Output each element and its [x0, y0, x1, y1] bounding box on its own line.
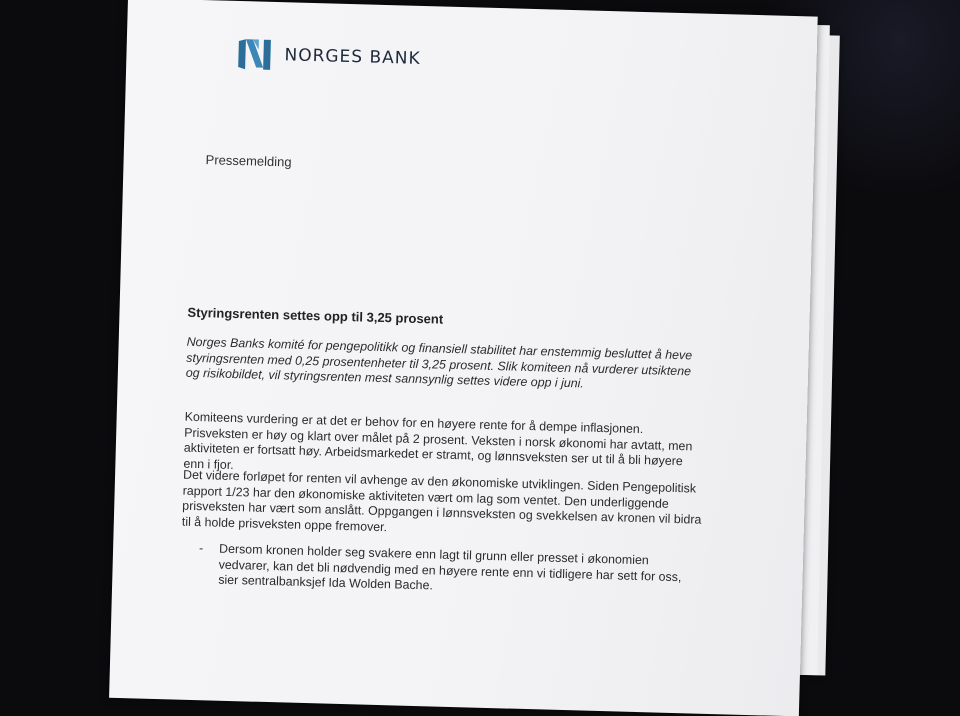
quote-list-item: [198, 541, 699, 601]
list-bullet: -: [198, 541, 204, 556]
page-content: [181, 0, 810, 716]
intro-paragraph: Norges Banks komité for pengepolitikk og finansiell stabilitet har enstemmig besluttet å heve styringsrenten med 0,25 prosentenheter til 3,25 prosent. Slik komiteen nå vurderer utsiktene og risikobildet, vil styringsrenten mest sannsynlig settes videre opp i juni.: [185, 334, 693, 391]
norges-bank-n-icon: [236, 37, 273, 72]
headline: Styringsrenten settes opp til 3,25 prosent: [187, 304, 444, 327]
outlook-paragraph: Det videre forløpet for renten vil avhenge av den økonomiske utviklingen. Siden Pengepolitisk rapport 1/23 har den økonomiske aktiviteten vært om lag som ventet. Den underliggende prisveksten har vært som anslått. Oppgangen i lønnsveksten og svekkelsen av kronen vil bidra til å holde prisveksten oppe fremover.: [181, 467, 702, 534]
press-release-page: [109, 0, 818, 716]
document-type: Pressemelding: [205, 152, 292, 170]
norges-bank-logo: [236, 37, 421, 76]
quote-text: Dersom kronen holder seg svakere enn lagt til grunn eller presset i økonomien vedvarer, kan det bli nødvendig med en høyere rente enn vi tidligere har sett for oss, sier sentralbanksjef Ida Wolden Bache.: [218, 541, 682, 593]
assessment-paragraph: Komiteens vurdering er at det er behov for en høyere rente for å dempe inflasjonen. Prisveksten er høy og klart over målet på 2 prosent. Veksten i norsk økonomi har avtatt, men aktiviteten er fortsatt høy. Arbeidsmarkedet er stramt, og lønnsveksten ser ut til å bli høyere enn i fjor.: [183, 409, 693, 472]
logo-text: NORGES BANK: [284, 45, 421, 69]
